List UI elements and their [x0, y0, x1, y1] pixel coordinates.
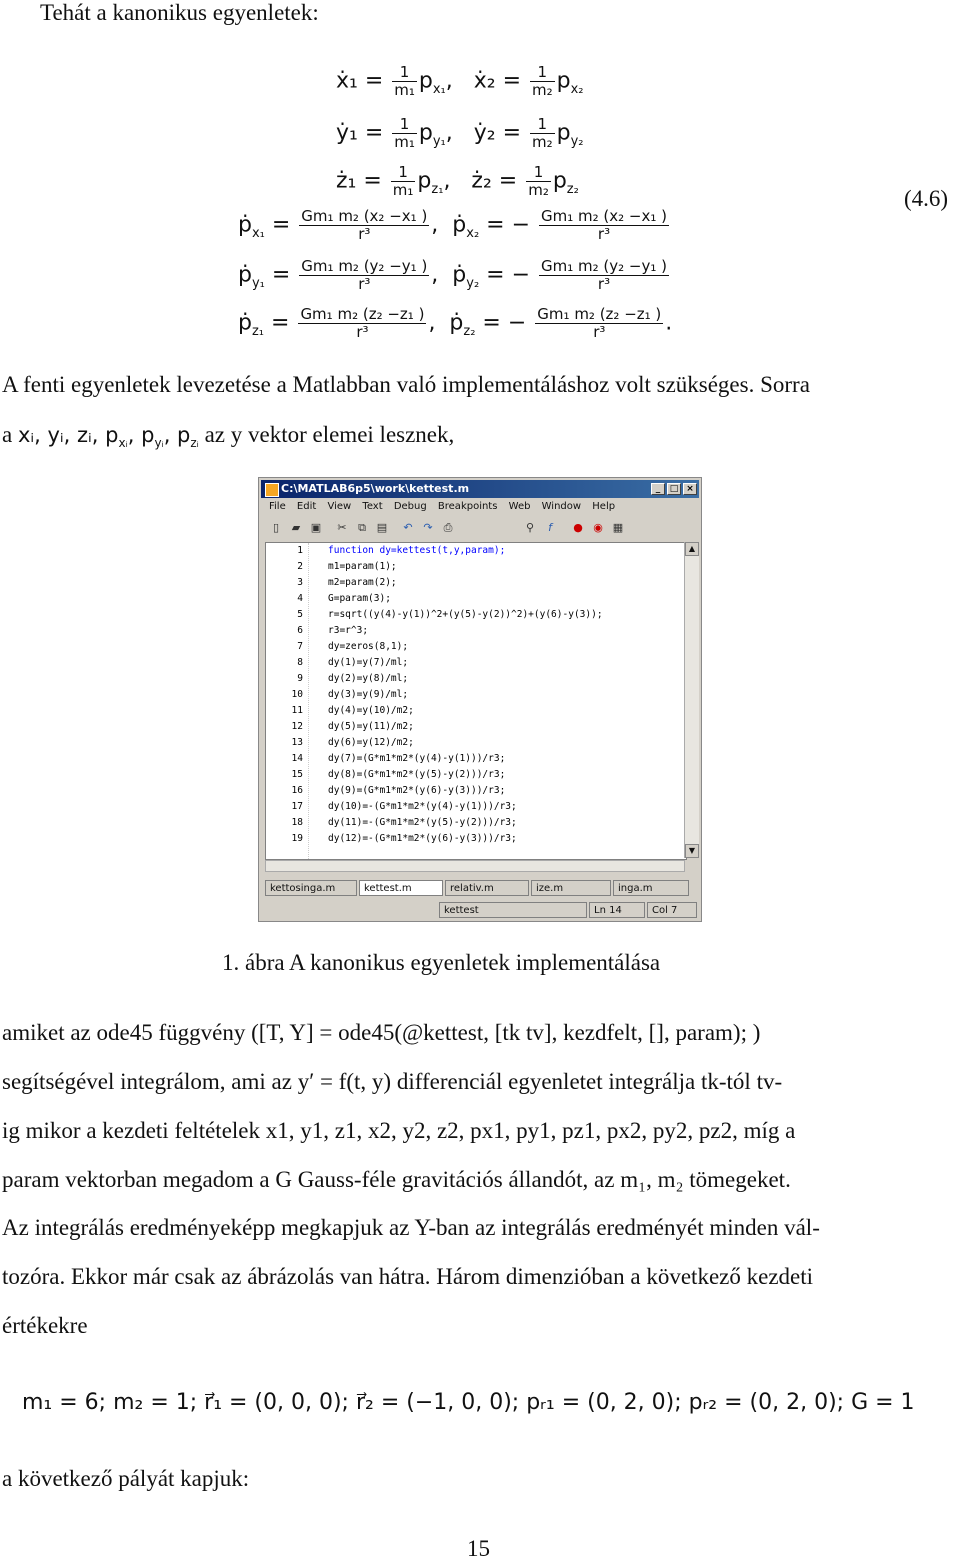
line-number: 7	[297, 641, 303, 652]
figure-caption: 1. ábra A kanonikus egyenletek implementálása	[222, 950, 661, 975]
line-number: 8	[297, 657, 303, 668]
undo-icon[interactable]: ↶	[403, 521, 413, 534]
code-line[interactable]: dy(1)=y(7)/ml;	[328, 657, 409, 668]
eq-row-x: ẋ₁ = $\frac{1}{\text{m₁}}$ $p_{x_1}$, ẋ₂ = $\frac{1}{\text{m₂}}$ $p_{x_2}$	[336, 63, 584, 99]
eq-row-z: ż₁ = $\frac{1}{\text{m₁}}$ $p_{z_1}$, ż₂ = $\frac{1}{\text{m₂}}$ $p_{z_2}$	[336, 163, 579, 199]
matlab-editor-window	[258, 477, 702, 922]
minimize-icon[interactable]: _	[651, 483, 665, 495]
print-icon[interactable]: ⎙	[443, 521, 453, 534]
horizontal-scrollbar[interactable]	[265, 860, 685, 872]
menu-edit[interactable]: Edit	[296, 501, 317, 512]
paragraph-2-line: param vektorban megadom a G Gauss-féle gravitációs állandót, az m₁, m₂ tömegeket.	[2, 1167, 791, 1192]
line-number: 9	[297, 673, 303, 684]
paragraph-2-line: amiket az ode45 függvény ([T, Y] = ode45(@kettest, [tk tv], kezdfelt, [], param); )	[2, 1020, 761, 1045]
tab-relativ[interactable]: relativ.m	[445, 880, 529, 896]
scroll-down-icon[interactable]: ▼	[685, 844, 699, 858]
paragraph-2-line: Az integrálás eredményeképp megkapjuk az Y-ban az integrálás eredményét minden vál-	[2, 1215, 820, 1240]
cut-icon[interactable]: ✂	[337, 521, 347, 534]
step-icon[interactable]: ▦	[612, 521, 624, 534]
code-line[interactable]: G=param(3);	[328, 593, 391, 604]
line-number: 16	[291, 785, 303, 796]
paragraph-2-line: ig mikor a kezdeti feltételek x1, y1, z1, x2, y2, z2, px1, py1, pz1, px2, py2, pz2, míg a	[2, 1118, 796, 1143]
menu-window[interactable]: Window	[541, 501, 582, 512]
line-number: 11	[291, 705, 303, 716]
line-number: 12	[291, 721, 303, 732]
new-file-icon[interactable]: ▯	[272, 521, 280, 534]
closing-text: a következő pályát kapjuk:	[2, 1466, 250, 1491]
code-line[interactable]: m1=param(1);	[328, 561, 397, 572]
redo-icon[interactable]: ↷	[423, 521, 433, 534]
vertical-scrollbar[interactable]	[684, 542, 699, 858]
code-line[interactable]: m2=param(2);	[328, 577, 397, 588]
line-number: 13	[291, 737, 303, 748]
line-number: 10	[291, 689, 303, 700]
tab-inga[interactable]: inga.m	[613, 880, 689, 896]
file-tabs	[265, 878, 695, 898]
find-icon[interactable]: ⚲	[525, 521, 535, 534]
line-number: 18	[291, 817, 303, 828]
menu-bar	[261, 499, 699, 515]
eq-row-y: ẏ₁ = $\frac{1}{\text{m₁}}$ $p_{y_1}$, ẏ₂ = $\frac{1}{\text{m₂}}$ $p_{y_2}$	[336, 115, 584, 151]
tab-kettosinga[interactable]: kettosinga.m	[265, 880, 357, 896]
line-number: 3	[297, 577, 303, 588]
line-number: 17	[291, 801, 303, 812]
paste-icon[interactable]: ▤	[376, 521, 388, 534]
code-line[interactable]: dy(6)=y(12)/m2;	[328, 737, 414, 748]
menu-view[interactable]: View	[327, 501, 352, 512]
paragraph-2-line: tozóra. Ekkor már csak az ábrázolás van hátra. Három dimenzióban a következő kezdeti	[2, 1264, 814, 1289]
status-bar	[265, 902, 697, 918]
code-editor[interactable]	[265, 542, 687, 860]
line-number: 5	[297, 609, 303, 620]
code-line[interactable]: dy(10)=-(G*m1*m2*(y(4)-y(1)))/r3;	[328, 801, 517, 812]
status-column: Col 7	[647, 902, 697, 918]
menu-help[interactable]: Help	[592, 501, 616, 512]
code-line[interactable]: r3=r^3;	[328, 625, 369, 636]
line-number: 1	[297, 545, 303, 556]
paragraph-2-line: értékekre	[2, 1313, 88, 1338]
code-line[interactable]: dy(12)=-(G*m1*m2*(y(6)-y(3)))/r3;	[328, 833, 517, 844]
line-number-gutter	[266, 543, 306, 859]
eq-row-pz: ṗ$_{z_1}$ = $\frac{\text{Gm₁ m₂ (z₂ −z₁ )}}{\text{r³}}$ , ṗ$_{z_2}$ = − $\frac{\text{Gm₁ m₂ (z₂ −z₁ )}}{\text{r³}}$ .	[238, 305, 673, 341]
code-line[interactable]: dy(4)=y(10)/m2;	[328, 705, 414, 716]
code-line[interactable]: dy(2)=y(8)/ml;	[328, 673, 409, 684]
matlab-logo-icon	[265, 483, 279, 497]
code-line[interactable]: dy(8)=(G*m1*m2*(y(5)-y(2)))/r3;	[328, 769, 506, 780]
line-number: 6	[297, 625, 303, 636]
eq-row-py: ṗ$_{y_1}$ = $\frac{\text{Gm₁ m₂ (y₂ −y₁ )}}{\text{r³}}$ , ṗ$_{y_2}$ = − $\frac{\text{Gm₁ m₂ (y₂ −y₁ )}}{\text{r³}}$	[238, 257, 668, 293]
tab-ize[interactable]: ize.m	[531, 880, 611, 896]
code-line[interactable]: dy=zeros(8,1);	[328, 641, 409, 652]
menu-web[interactable]: Web	[508, 501, 531, 512]
menu-breakpoints[interactable]: Breakpoints	[437, 501, 498, 512]
toolbar	[261, 518, 699, 540]
initial-values-equation: m₁ = 6; m₂ = 1; r⃗₁ = (0, 0, 0); r⃗₂ = (−1, 0, 0); pᵣ₁ = (0, 2, 0); pᵣ₂ = (0, 2, 0); G = 1	[22, 1390, 915, 1415]
paragraph-2-line: segítségével integrálom, ami az y′ = f(t, y) differenciál egyenletet integrálja tk-tól tv-	[2, 1069, 783, 1094]
clear-breakpoints-icon[interactable]: ◉	[593, 521, 603, 534]
scroll-up-icon[interactable]: ▲	[685, 542, 699, 556]
line-number: 15	[291, 769, 303, 780]
function-icon[interactable]: f	[548, 521, 552, 534]
code-line[interactable]: dy(11)=-(G*m1*m2*(y(5)-y(2)))/r3;	[328, 817, 517, 828]
menu-file[interactable]: File	[269, 501, 286, 512]
page-number: 15	[467, 1536, 490, 1561]
line-number: 14	[291, 753, 303, 764]
status-line: Ln 14	[589, 902, 645, 918]
eq-row-px: ṗ$_{x_1}$ = $\frac{\text{Gm₁ m₂ (x₂ −x₁ )}}{\text{r³}}$ , ṗ$_{x_2}$ = − $\frac{\text{Gm₁ m₂ (x₂ −x₁ )}}{\text{r³}}$	[238, 207, 668, 243]
line-number: 19	[291, 833, 303, 844]
save-icon[interactable]: ▣	[310, 521, 322, 534]
maximize-icon[interactable]: □	[667, 483, 681, 495]
breakpoint-column[interactable]	[308, 543, 323, 859]
tab-kettest[interactable]: kettest.m	[359, 880, 443, 896]
paragraph-1-line-1: A fenti egyenletek levezetése a Matlabban való implementáláshoz volt szükséges. Sorra	[2, 372, 810, 397]
window-title-bar	[261, 480, 699, 498]
menu-text[interactable]: Text	[362, 501, 383, 512]
code-line[interactable]: r=sqrt((y(4)-y(1))^2+(y(5)-y(2))^2)+(y(6)-y(3));	[328, 609, 603, 620]
code-line[interactable]: dy(7)=(G*m1*m2*(y(4)-y(1)))/r3;	[328, 753, 506, 764]
close-icon[interactable]: ×	[683, 483, 697, 495]
status-file-name: kettest	[439, 902, 587, 918]
copy-icon[interactable]: ⧉	[358, 521, 366, 534]
code-line[interactable]: function dy=kettest(t,y,param);	[328, 545, 506, 556]
intro-text: Tehát a kanonikus egyenletek:	[40, 0, 319, 25]
open-folder-icon[interactable]: ▰	[291, 521, 301, 534]
paragraph-1-line-2: a xᵢ, yᵢ, zᵢ, $p_{xᵢ}$, $p_{yᵢ}$, $p_{zᵢ}$ az y vektor elemei lesznek,	[2, 422, 455, 451]
breakpoint-icon[interactable]: ●	[573, 521, 583, 534]
code-line[interactable]: dy(9)=(G*m1*m2*(y(6)-y(3)))/r3;	[328, 785, 506, 796]
line-number: 2	[297, 561, 303, 572]
window-title: C:\MATLAB6p5\work\kettest.m	[281, 482, 470, 495]
code-line[interactable]: dy(5)=y(11)/m2;	[328, 721, 414, 732]
code-line[interactable]: dy(3)=y(9)/ml;	[328, 689, 409, 700]
line-number: 4	[297, 593, 303, 604]
equation-number: (4.6)	[904, 186, 949, 211]
menu-debug[interactable]: Debug	[393, 501, 427, 512]
